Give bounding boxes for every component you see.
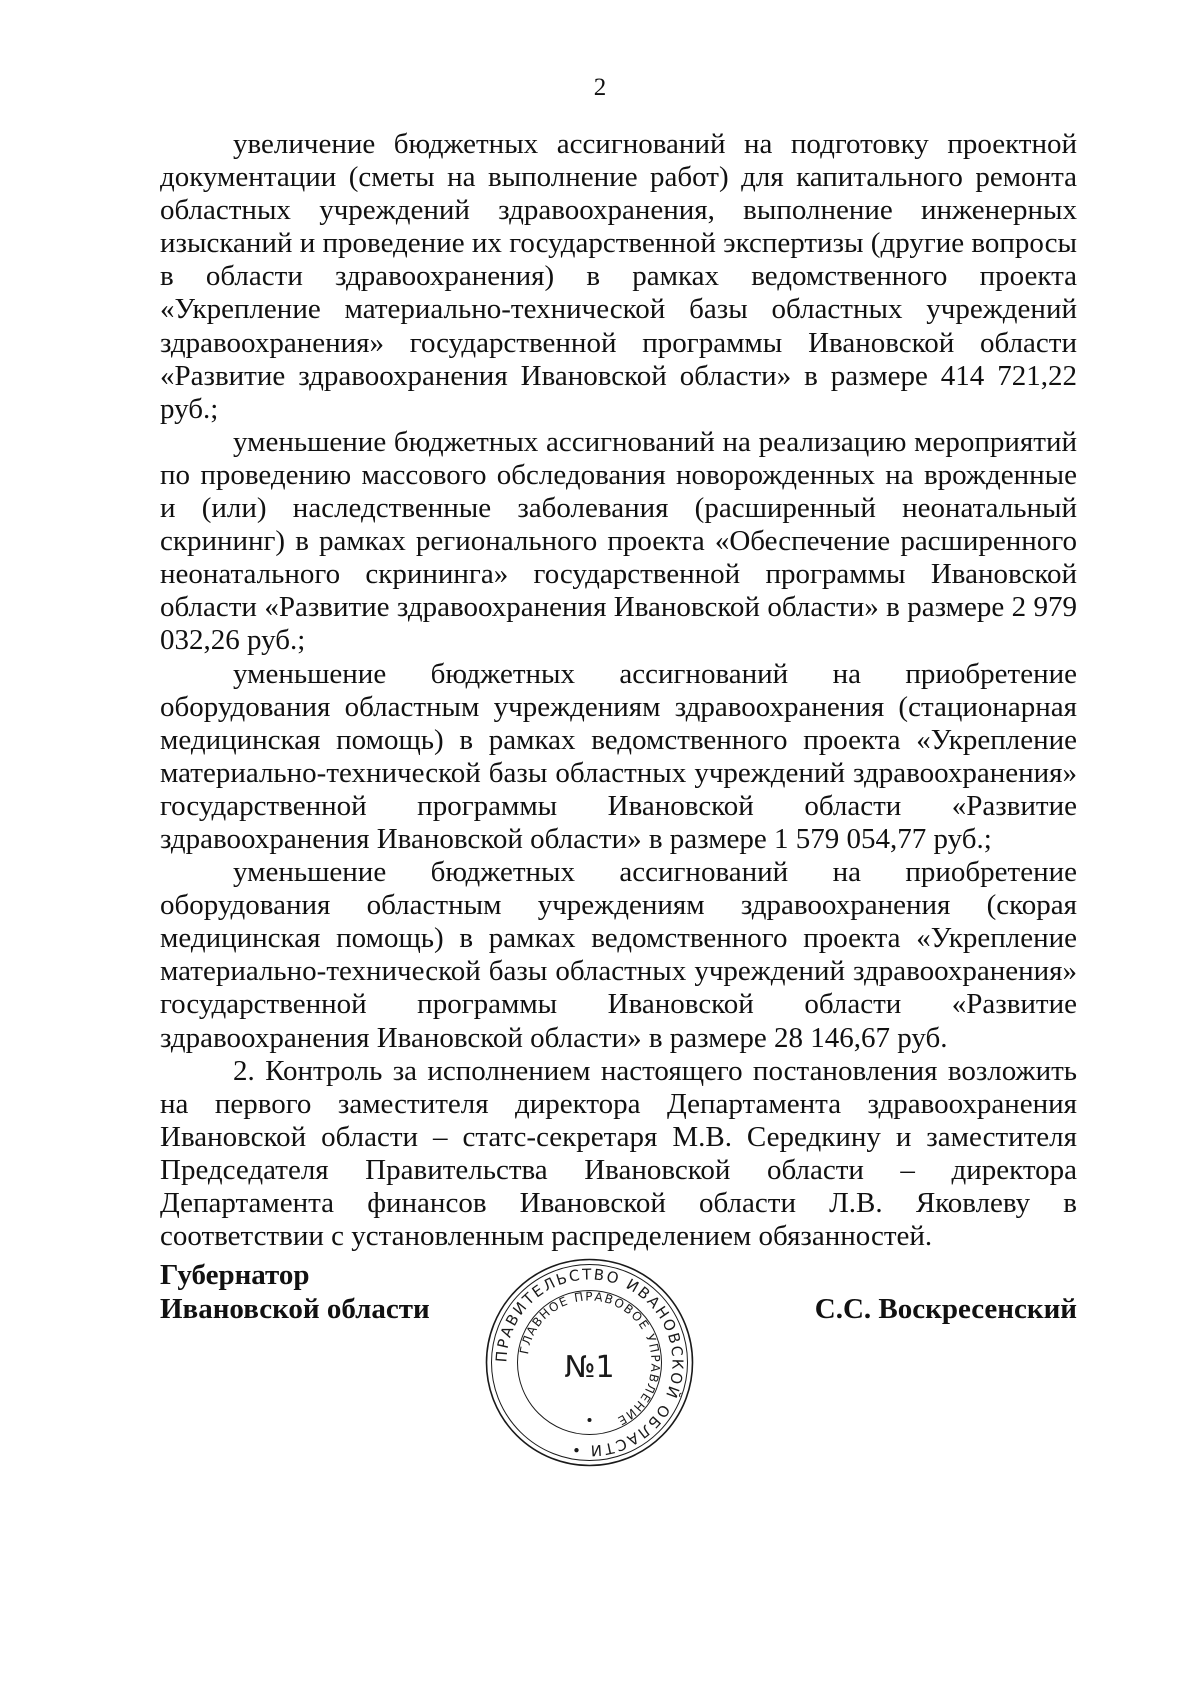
paragraph-control-clause: 2. Контроль за исполнением настоящего постановления возложить на первого заместителя директора Департамента здравоохранения Ивановской области – статс-секретаря М.В. Середкину и заместителя Председателя Правительства Ивановской области – директора Департамента финансов Ивановской области Л.В. Яковлеву в соответствии с установленным распределением обязанностей. [160, 1054, 1077, 1253]
paragraph-decrease-equipment-inpatient: уменьшение бюджетных ассигнований на приобретение оборудования областным учреждениям здравоохранения (стационарная медицинская помощь) в рамках ведомственного проекта «Укрепление материально-технической базы областных учреждений здравоохранения» государственной программы Ивановской области «Развитие здравоохранения Ивановской области» в размере 1 579 054,77 руб.; [160, 657, 1077, 855]
svg-text:№1: №1 [564, 1350, 615, 1385]
svg-text:ПРАВИТЕЛЬСТВО ИВАНОВСКОЙ ОБЛАС: ПРАВИТЕЛЬСТВО ИВАНОВСКОЙ ОБЛАСТИ • [492, 1265, 687, 1460]
signatory-title-line1: Губернатор [160, 1259, 310, 1291]
signatory-title-line2: Ивановской области [160, 1293, 430, 1325]
document-body [160, 128, 1077, 1253]
page-number: 2 [593, 74, 607, 101]
signatory-name: С.С. Воскресенский [814, 1293, 1077, 1325]
paragraph-increase-design-documentation: увеличение бюджетных ассигнований на подготовку проектной документации (сметы на выполнение работ) для капитального ремонта областных учреждений здравоохранения, выполнение инженерных изысканий и проведение их государственной экспертизы (другие вопросы в области здравоохранения) в рамках ведомственного проекта «Укрепление материально-технической базы областных учреждений здравоохранения» государственной программы Ивановской области «Развитие здравоохранения Ивановской области» в размере 414 721,22 руб.; [160, 128, 1077, 425]
paragraph-decrease-equipment-ambulance: уменьшение бюджетных ассигнований на приобретение оборудования областным учреждениям здравоохранения (скорая медицинская помощь) в рамках ведомственного проекта «Укрепление материально-технической базы областных учреждений здравоохранения» государственной программы Ивановской области «Развитие здравоохранения Ивановской области» в размере 28 146,67 руб. [160, 856, 1077, 1054]
svg-text:ГЛАВНОЕ ПРАВОВОЕ УПРАВЛЕНИЕ: ГЛАВНОЕ ПРАВОВОЕ УПРАВЛЕНИЕ [517, 1289, 663, 1429]
paragraph-decrease-neonatal-screening: уменьшение бюджетных ассигнований на реализацию мероприятий по проведению массового обследования новорожденных на врожденные и (или) наследственные заболевания (расширенный неонатальный скрининг) в рамках регионального проекта «Обеспечение расширенного неонатального скрининга» государственной программы Ивановской области «Развитие здравоохранения Ивановской области» в размере 2 979 032,26 руб.; [160, 425, 1077, 657]
official-stamp [482, 1255, 697, 1470]
stamp-seal-icon [482, 1255, 697, 1470]
signatory-title [160, 1258, 430, 1326]
